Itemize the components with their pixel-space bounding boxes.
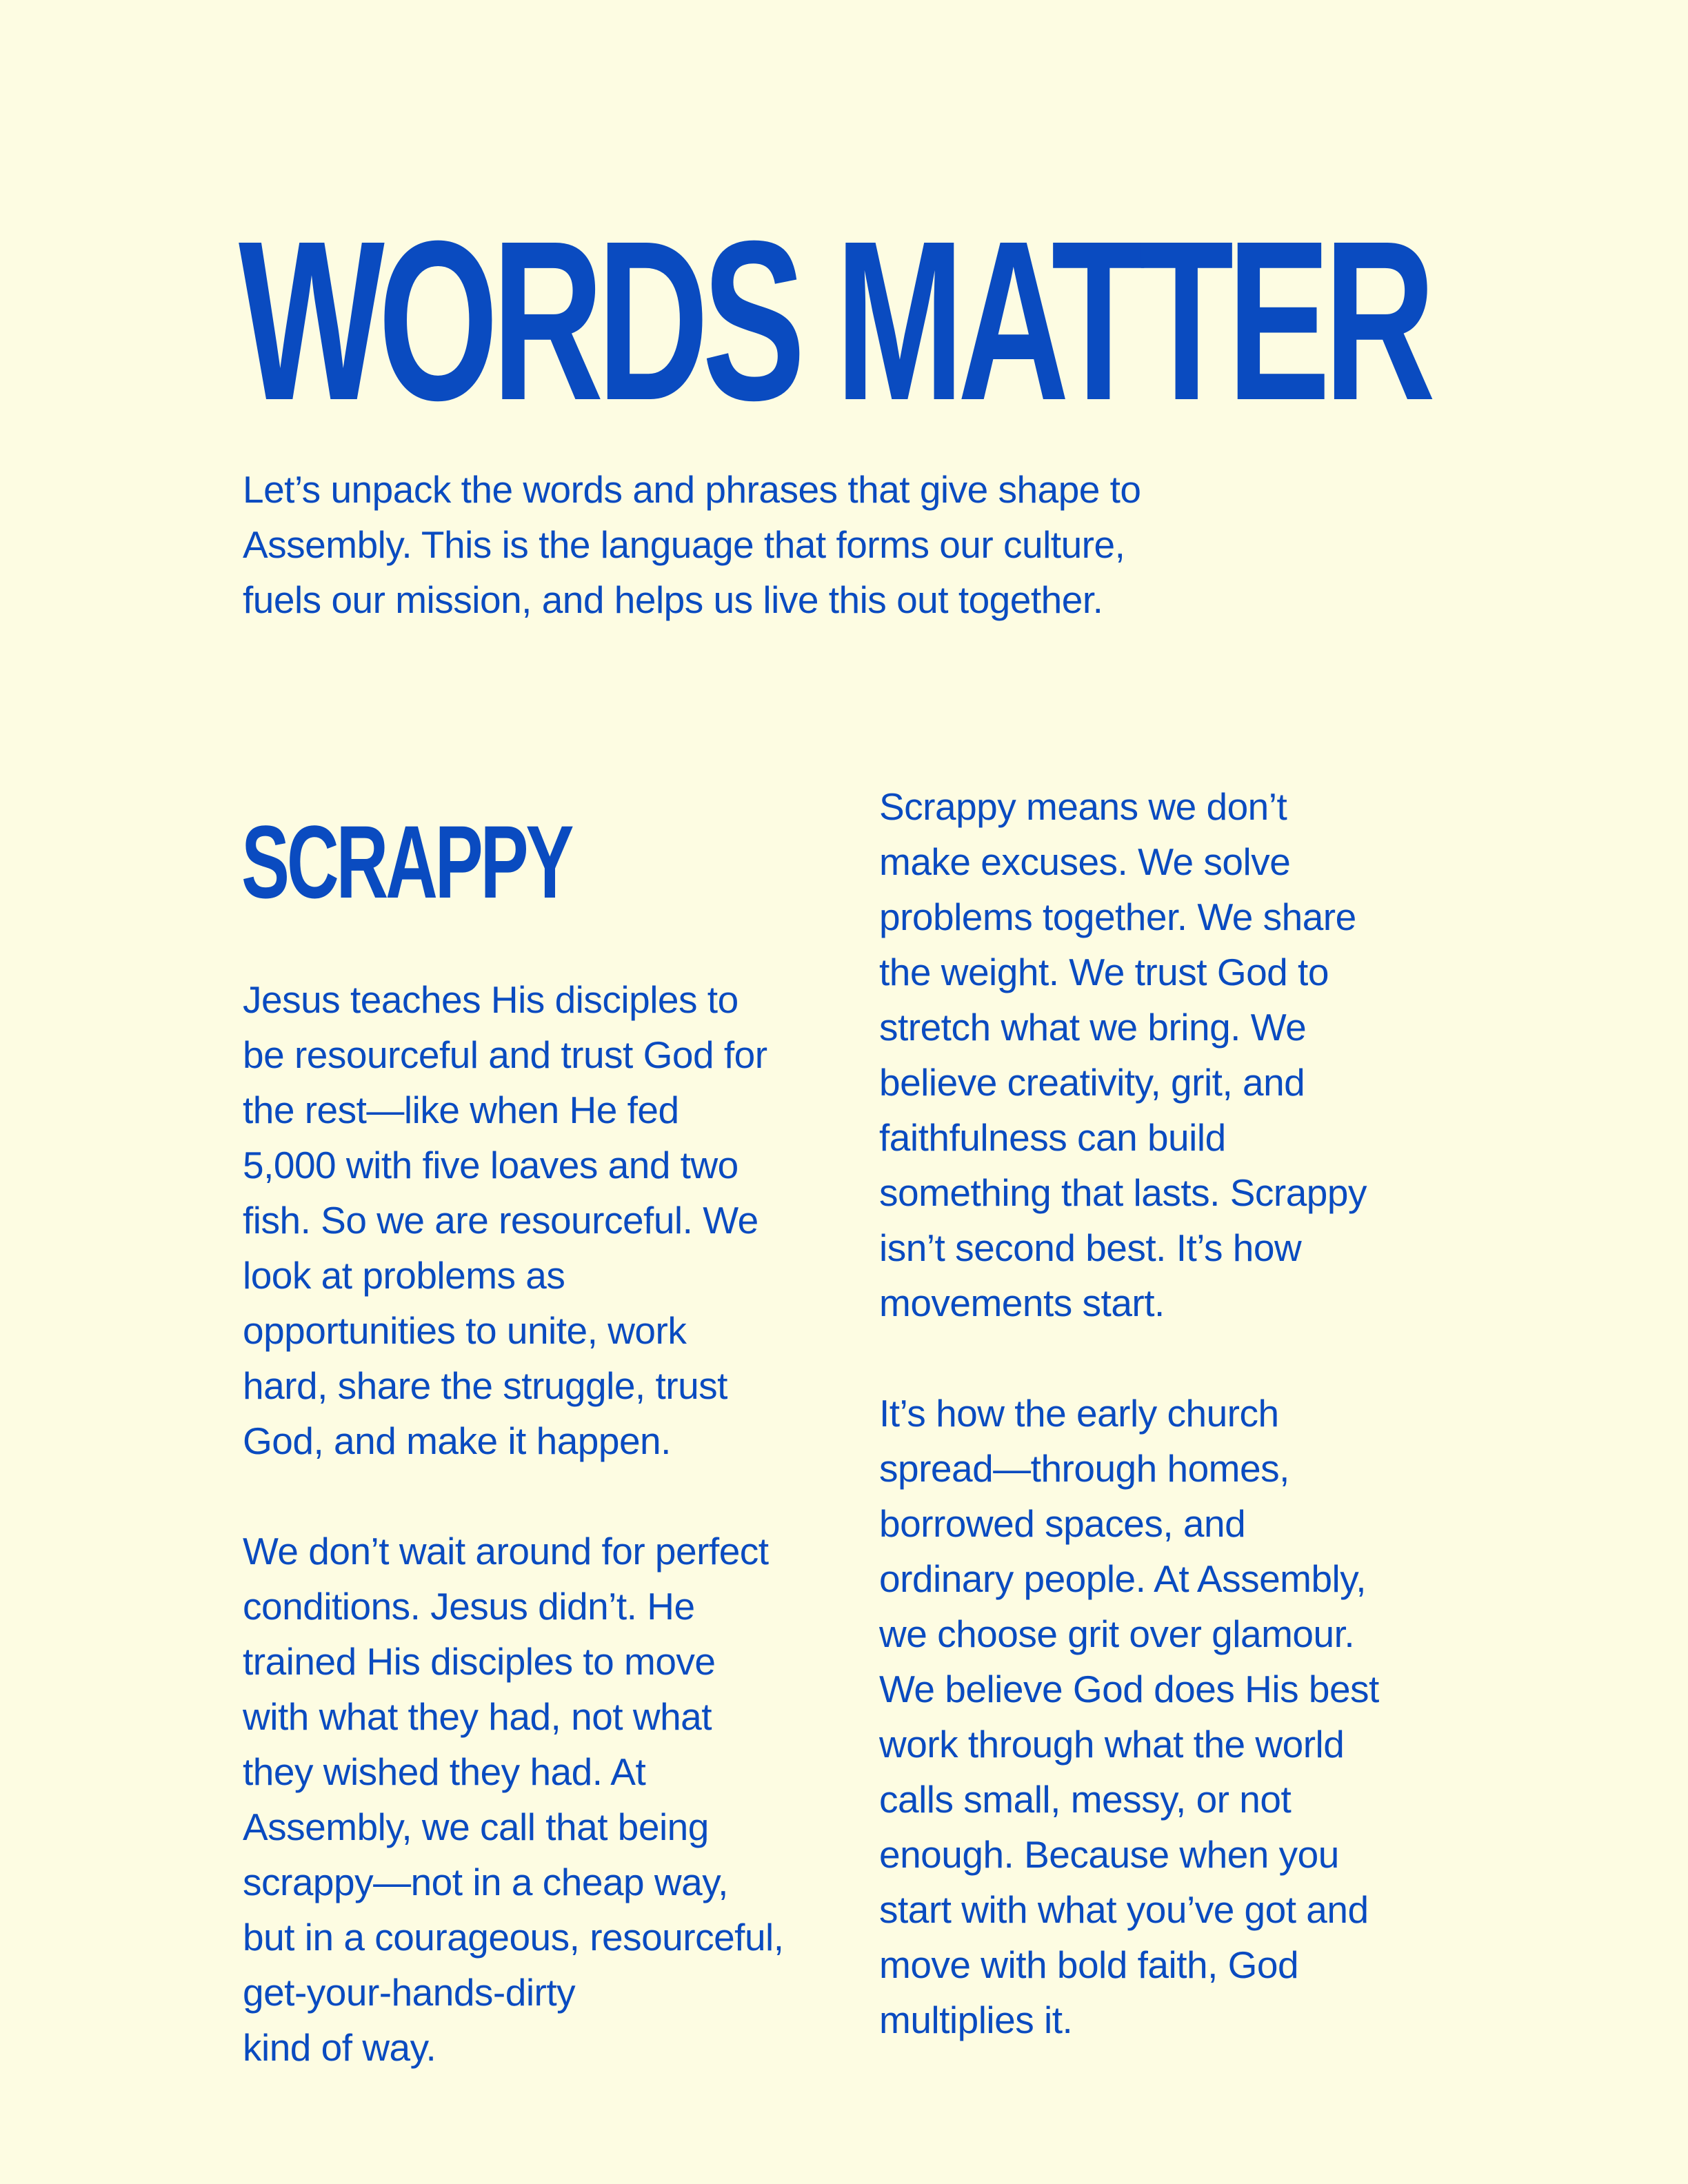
page-title: WORDS MATTER: [239, 193, 1429, 447]
right-column: [879, 779, 1465, 2048]
intro-paragraph: Let’s unpack the words and phrases that give shape to Assembly. This is the language that forms our culture, fuels our mission, and helps us live this out together.: [243, 468, 1141, 621]
left-paragraph-2: We don’t wait around for perfect conditions. Jesus didn’t. He trained His disciples to move with what they had, not what they wished they had. At Assembly, we call that being scrappy—not in a cheap way, but in a courageous, resourceful, get-your-hands-dirty kind of way.: [243, 1530, 784, 2069]
right-paragraph-1: Scrappy means we don’t make excuses. We solve problems together. We share the weight. We trust God to stretch what we bring. We believe creativity, grit, and faithfulness can build something that lasts. Scrappy isn’t second best. It’s how movements start.: [879, 785, 1367, 1324]
section-title-scrappy: SCRAPPY: [241, 804, 572, 920]
right-paragraph-2: It’s how the early church spread—through homes, borrowed spaces, and ordinary people. At Assembly, we choose grit over glamour. We believe God does His best work through what the world calls small, messy, or not enough. Because when you start with what you’ve got and move with bold faith, God multiplies it.: [879, 1392, 1379, 2041]
left-paragraph-1: Jesus teaches His disciples to be resourceful and trust God for the rest—like when He fed 5,000 with five loaves and two fish. So we are resourceful. We look at problems as opportunities to unite, work hard, share the struggle, trust God, and make it happen.: [243, 978, 767, 1462]
left-column: [243, 972, 836, 2075]
